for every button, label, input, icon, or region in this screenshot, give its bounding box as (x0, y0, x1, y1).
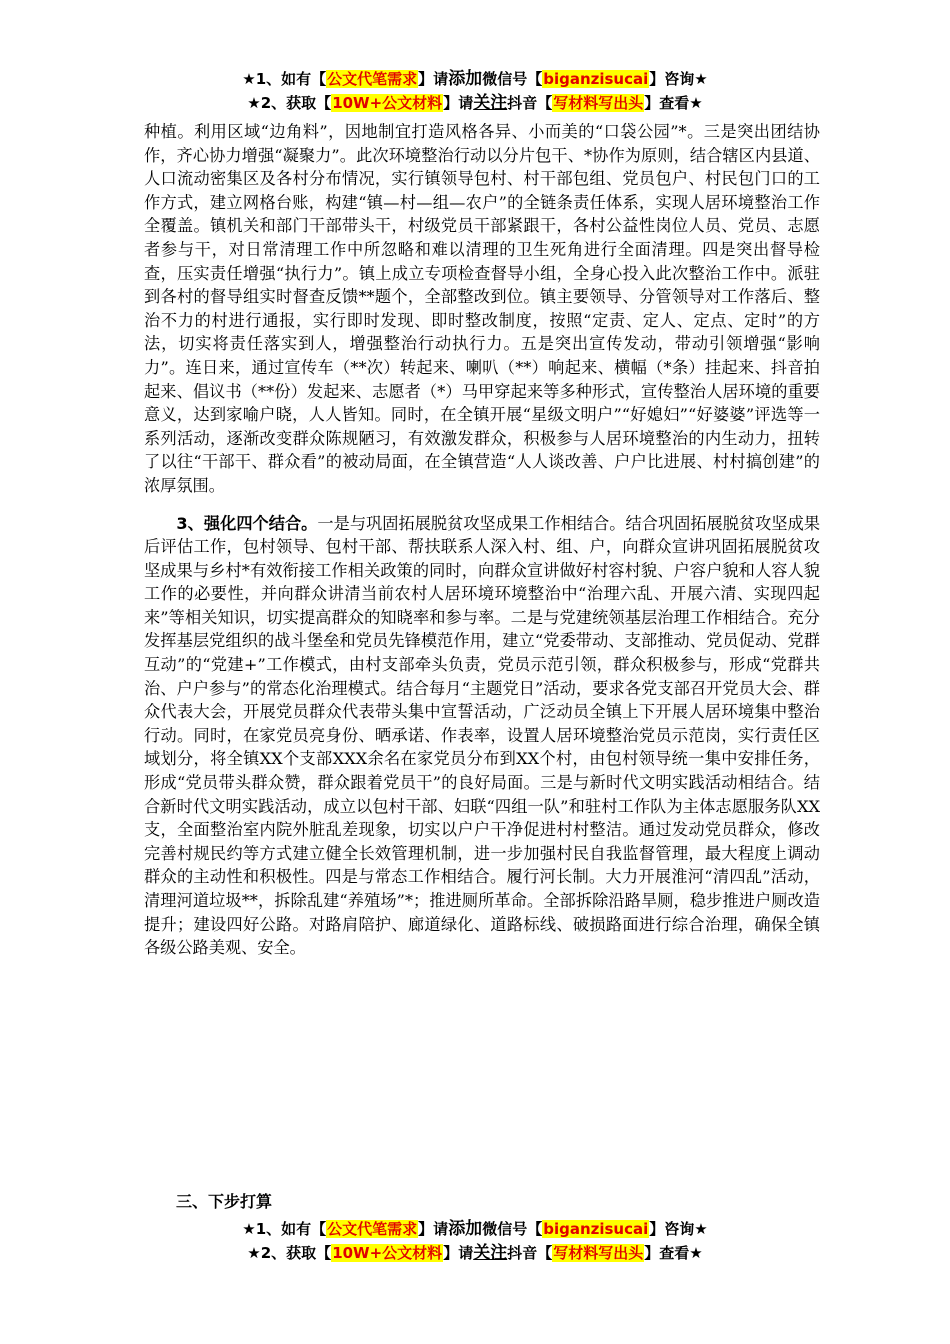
banner-text: 】查看★ (644, 1244, 703, 1262)
banner-text: 】请 (418, 1220, 449, 1238)
section-heading: 三、下步打算 (176, 1192, 273, 1211)
emphasis-add: 添加 (448, 1219, 483, 1239)
banner-text: ★2、获取【 (247, 94, 332, 112)
bottom-banner-line-2 (0, 1242, 950, 1264)
highlight-materials: 10W+公文材料 (332, 94, 443, 112)
emphasis-add: 添加 (448, 69, 483, 89)
banner-text: 微信号【 (482, 1220, 543, 1238)
document-body (144, 120, 820, 960)
banner-text: 抖音【 (507, 94, 553, 112)
highlight-wechat-id: biganzisucai (543, 70, 649, 88)
banner-text: 】咨询★ (649, 1220, 708, 1238)
highlight-wechat-id: biganzisucai (543, 1220, 649, 1238)
banner-text: 】查看★ (644, 94, 703, 112)
highlight-materials: 10W+公文材料 (332, 1244, 443, 1262)
banner-text: 】请 (443, 94, 474, 112)
banner-text: 微信号【 (482, 70, 543, 88)
banner-text: 】请 (443, 1244, 474, 1262)
emphasis-follow: 关注 (473, 1243, 508, 1263)
top-banner-line-2 (0, 92, 950, 114)
highlight-douyin-id: 写材料写出头 (553, 1244, 644, 1262)
banner-text: ★1、如有【 (242, 1220, 327, 1238)
highlight-douyin-id: 写材料写出头 (553, 94, 644, 112)
highlight-service: 公文代笔需求 (327, 70, 418, 88)
paragraph-lead: 3、强化四个结合。 (176, 513, 318, 533)
banner-text: 】请 (418, 70, 449, 88)
paragraph-continuation: 种植。利用区域“边角料”，因地制宜打造风格各异、小而美的“口袋公园”*。三是突出团结协作，齐心协力增强“凝聚力”。此次环境整治行动以分片包干、*协作为原则，结合辖区内县道、人口流动密集区及各村分布情况，实行镇领导包村、村干部包组、党员包户、村民包门口的工作方式，建立网格台账，构建“镇—村—组—农户”的全链条责任体系，实现人居环境整治工作全覆盖。镇机关和部门干部带头干，村级党员干部紧跟干，各村公益性岗位人员、党员、志愿者参与干，对日常清理工作中所忽略和难以清理的卫生死角进行全面清理。四是突出督导检查，压实责任增强“执行力”。镇上成立专项检查督导小组，全身心投入此次整治工作中。派驻到各村的督导组实时督查反馈**题个，全部整改到位。镇主要领导、分管领导对工作落后、整治不力的村进行通报，实行即时发现、即时整改制度，按照“定责、定人、定点、定时”的方法，切实将责任落实到人，增强整治行动执行力。五是突出宣传发动，带动引领增强“影响力”。连日来，通过宣传车（**次）转起来、喇叭（**）响起来、横幅（*条）挂起来、抖音拍起来、倡议书（**份）发起来、志愿者（*）马甲穿起来等多种形式，宣传整治人居环境的重要意义，达到家喻户晓，人人皆知。同时，在全镇开展“星级文明户”“好媳妇”“好婆婆”评选等一系列活动，逐渐改变群众陈规陋习，有效激发群众，积极参与人居环境整治的内生动力，扭转了以往“干部干、群众看”的被动局面，在全镇营造“人人谈改善、户户比进展、村村搞创建”的浓厚氛围。 (144, 122, 820, 495)
banner-text: 】咨询★ (649, 70, 708, 88)
banner-text: ★2、获取【 (247, 1244, 332, 1262)
highlight-service: 公文代笔需求 (327, 1220, 418, 1238)
emphasis-follow: 关注 (473, 93, 508, 113)
banner-text: ★1、如有【 (242, 70, 327, 88)
paragraph-text: 一是与巩固拓展脱贫攻坚成果工作相结合。结合巩固拓展脱贫攻坚成果后评估工作，包村领导、包村干部、帮扶联系人深入村、组、户，向群众宣讲巩固拓展脱贫攻坚成果与乡村*有效衔接工作相关政策的同时，向群众宣讲做好村容村貌、户容户貌和人容人貌工作的必要性，并向群众讲清当前农村人居环境环境整治中“治理六乱、开展六清、实现四起来”等相关知识，切实提高群众的知晓率和参与率。二是与党建统领基层治理工作相结合。充分发挥基层党组织的战斗堡垒和党员先锋模范作用，建立“党委带动、支部推动、党员促动、党群互动”的“党建+”工作模式，由村支部牵头负责，党员示范引领，群众积极参与，形成“党群共治、户户参与”的常态化治理模式。结合每月“主题党日”活动，要求各党支部召开党员大会、群众代表大会，开展党员群众代表带头集中宣誓活动，广泛动员全镇上下开展人居环境集中整治行动。同时，在家党员亮身份、晒承诺、作表率，设置人居环境整治党员示范岗，实行责任区域划分，将全镇XX个支部XXX余名在家党员分布到XX个村，由包村领导统一集中安排任务，形成“党员带头群众赞，群众跟着党员干”的良好局面。三是与新时代文明实践活动相结合。结合新时代文明实践活动，成立以包村干部、妇联“四组一队”和驻村工作队为主体志愿服务队XX支，全面整治室内院外脏乱差现象，切实以户户干净促进村村整洁。通过发动党员群众，修改完善村规民约等方式建立健全长效管理机制，进一步加强村民自我监督管理，最大程度上调动群众的主动性和积极性。四是与常态工作相结合。履行河长制。大力开展淮河“清四乱”活动，清理河道垃圾**，拆除乱建“养殖场”*；推进厕所革命。全部拆除沿路旱厕，稳步推进户厕改造提升；建设四好公路。对路肩陪护、廊道绿化、道路标线、破损路面进行综合治理，确保全镇各级公路美观、安全。 (144, 513, 821, 958)
banner-text: 抖音【 (507, 1244, 553, 1262)
bottom-banner-line-1 (0, 1218, 950, 1240)
top-banner-line-1 (0, 68, 950, 90)
paragraph-four-combinations (144, 512, 820, 960)
